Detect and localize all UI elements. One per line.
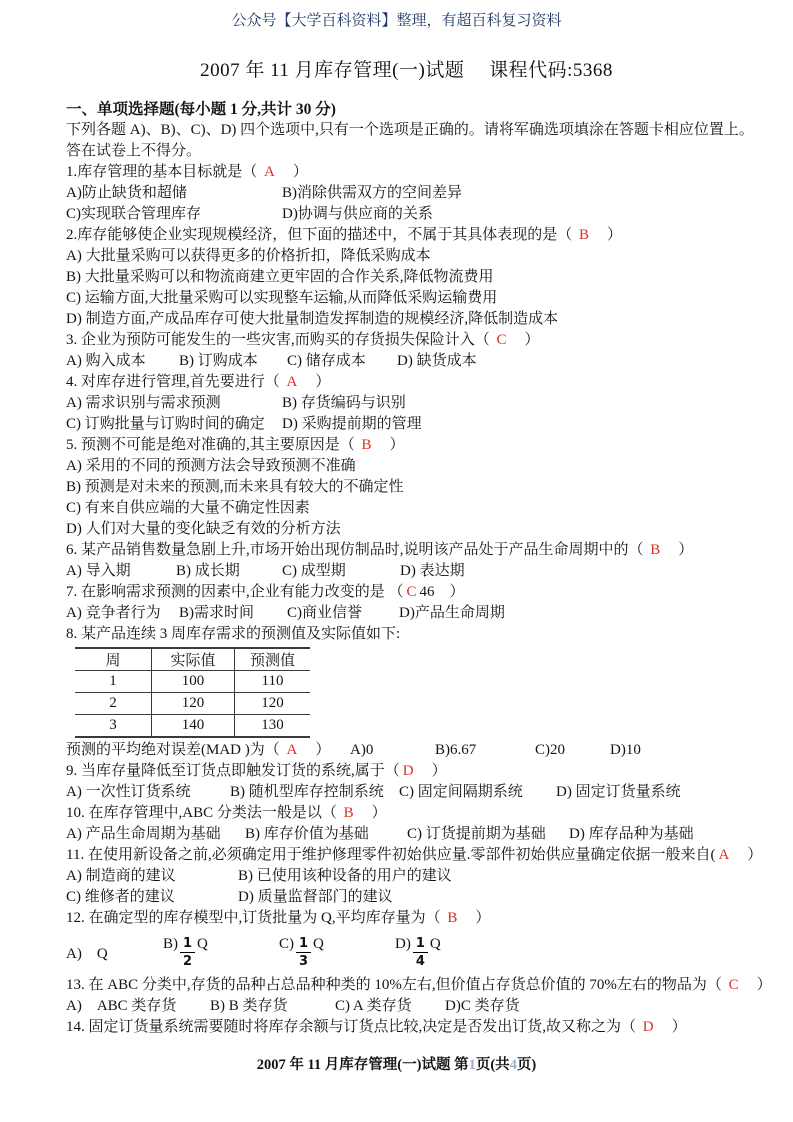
table-cell: 1 [75,671,152,693]
demand-table-wrap [75,647,747,738]
question-7-options [66,603,747,624]
option: A) 大批量采购可以获得更多的价格折扣，降低采购成本 [66,248,431,264]
option: D) 采购提前期的管理 [282,416,422,432]
question-14-stem: 14. 固定订货量系统需要随时将库存余额与订货点比较,决定是否发出订货,故又称之为（ D ） [66,1019,687,1035]
question-13-options [66,996,747,1017]
option: A)防止缺货和超储 [66,185,187,201]
option: A)0 [350,742,374,758]
table-cell: 120 [152,693,235,715]
answer-q7: C [406,584,417,600]
option: B) B 类存货 [210,998,288,1014]
option: B)6.67 [435,742,477,758]
intro-line-1: 下列各题 A)、B)、C)、D) 四个选项中,只有一个选项是正确的。请将军确选项填涂在答题卡相应位置上。 [66,122,754,138]
option: C) A 类存货 [335,998,412,1014]
option: B)需求时间 [179,605,255,621]
table-row [75,693,310,715]
question-10-options [66,824,747,845]
answer-q4: A [286,374,298,390]
option: C) 有来自供应端的大量不确定性因素 [66,500,310,516]
answer-q12: B [447,910,458,926]
option: A) 一次性订货系统 [66,784,191,800]
question-6-options [66,561,747,582]
option: C)实现联合管理库存 [66,206,202,222]
question-1-options-row2 [66,204,747,225]
question-9-options [66,782,747,803]
option: B) 存货编码与识别 [282,395,406,411]
question-3-options [66,351,747,372]
answer-q3: C [496,332,507,348]
option: D)产品生命周期 [399,605,505,621]
question-12-options [66,929,747,975]
option: B) 大批量采购可以和物流商建立更牢固的合作关系,降低物流费用 [66,269,494,285]
option: C) 储存成本 [287,353,366,369]
option: A) Q [66,945,108,962]
option-fraction: B) $\frac{1}{2}$ Q [163,935,208,969]
header-note: 公众号【大学百科资料】整理，有超百科复习资料 [231,13,562,29]
answer-q2: B [579,227,590,243]
demand-forecast-table [75,647,310,738]
option: D)协调与供应商的关系 [282,206,433,222]
question-6-stem: 6. 某产品销售数量急剧上升,市场开始出现仿制品时,说明该产品处于产品生命周期中的（ B ） [66,542,694,558]
page-title: 2007 年 11 月库存管理(一)试题 课程代码:5368 [200,60,613,81]
option: C) 维修者的建议 [66,889,175,905]
table-row [75,715,310,738]
option-fraction: D) $\frac{1}{4}$ Q [395,935,441,969]
option: C) 固定间隔期系统 [399,784,523,800]
option: A) 购入成本 [66,353,146,369]
fraction-one-third: $\frac{1}{3}$ [296,937,311,968]
option: C)商业信誉 [287,605,363,621]
option: C) 运输方面,大批量采购可以实现整车运输,从而降低采购运输费用 [66,290,498,306]
answer-q10: B [343,805,354,821]
option: A) 采用的不同的预测方法会导致预测不准确 [66,458,356,474]
question-11-stem: 11. 在使用新设备之前,必须确定用于维护修理零件初始供应量.零部件初始供应量确定依据一般来自( A ） [66,847,763,863]
option: B) 随机型库存控制系统 [230,784,384,800]
fraction-one-quarter: $\frac{1}{4}$ [413,937,428,968]
option-fraction: C) $\frac{1}{3}$ Q [279,935,324,969]
option: C) 成型期 [282,563,346,579]
option: B) 预测是对未来的预测,而未来具有较大的不确定性 [66,479,404,495]
page-footer: 2007 年 11 月库存管理(一)试题 第1页(共4页) [256,1057,537,1073]
option: A) 制造商的建议 [66,868,176,884]
answer-q5: B [361,437,372,453]
table-header-cell: 实际值 [152,648,235,671]
option: A) ABC 类存货 [66,998,177,1014]
option: D) 人们对大量的变化缺乏有效的分析方法 [66,521,341,537]
table-cell: 100 [152,671,235,693]
answer-q13: C [728,977,739,993]
mad-stem: 预测的平均绝对误差(MAD )为（ A ） [66,742,331,758]
answer-q6: B [650,542,661,558]
fraction-one-half: $\frac{1}{2}$ [180,937,195,968]
question-2-stem: 2.库存能够使企业实现规模经济，但下面的描述中，不属于其具体表现的是（ B ） [66,227,623,243]
question-8-mad-line [66,740,747,761]
table-cell: 2 [75,693,152,715]
option: A) 导入期 [66,563,131,579]
table-cell: 130 [235,715,311,738]
intro-line-2: 答在试卷上不得分。 [66,143,202,159]
option: B) 已使用该种设备的用户的建议 [238,868,452,884]
option: B) 库存价值为基础 [245,826,369,842]
table-cell: 120 [235,693,311,715]
question-13-stem: 13. 在 ABC 分类中,存货的品种占总品种种类的 10%左右,但价值占存货总价值的 70%左右的物品为（ C ） [66,977,772,993]
option: D) 质量监督部门的建议 [238,889,393,905]
question-1-stem: 1.库存管理的基本目标就是（ A ） [66,164,308,180]
option: D) 固定订货量系统 [556,784,681,800]
option: B) 订购成本 [179,353,258,369]
section-heading: 一、单项选择题(每小题 1 分,共计 30 分) [66,101,336,118]
question-5-stem: 5. 预测不可能是绝对准确的,其主要原因是（ B ） [66,437,405,453]
table-header-cell: 周 [75,648,152,671]
total-pages: 4 [509,1057,517,1073]
question-11-options-row1 [66,866,747,887]
option: B)消除供需双方的空间差异 [282,185,463,201]
question-10-stem: 10. 在库存管理中,ABC 分类法一般是以（ B ） [66,805,387,821]
option: D)10 [610,742,641,758]
option: C) 订货提前期为基础 [407,826,546,842]
option: A) 需求识别与需求预测 [66,395,221,411]
question-8-stem: 8. 某产品连续 3 周库存需求的预测值及实际值如下: [66,626,401,642]
page-number: 1 [468,1057,476,1073]
question-4-stem: 4. 对库存进行管理,首先要进行（ A ） [66,374,331,390]
option: D)C 类存货 [445,998,520,1014]
table-header-row [75,648,310,671]
table-header-cell: 预测值 [235,648,311,671]
question-4-options-row2 [66,414,747,435]
answer-q9: D [402,763,414,779]
question-3-stem: 3. 企业为预防可能发生的一些灾害,而购买的存货损失保险计入（ C ） [66,332,540,348]
option: D) 制造方面,产成品库存可使大批量制造发挥制造的规模经济,降低制造成本 [66,311,559,327]
table-cell: 140 [152,715,235,738]
answer-q11: A [718,847,730,863]
question-4-options-row1 [66,393,747,414]
option: A) 竞争者行为 [66,605,161,621]
table-cell: 110 [235,671,311,693]
question-12-stem: 12. 在确定型的库存模型中,订货批量为 Q,平均库存量为（ B ） [66,910,491,926]
answer-q1: A [264,164,275,180]
question-1-options-row1 [66,183,747,204]
question-9-stem: 9. 当库存量降低至订货点即触发订货的系统,属于（ D ） [66,763,447,779]
option: A) 产品生命周期为基础 [66,826,221,842]
answer-q14: D [642,1019,654,1035]
option: C)20 [535,742,565,758]
question-7-stem: 7. 在影响需求预测的因素中,企业有能力改变的是 （ C 46 ） [66,584,465,600]
table-cell: 3 [109,717,117,733]
answer-q8: A [286,742,298,758]
option: D) 库存品种为基础 [569,826,694,842]
option: D) 缺货成本 [397,353,477,369]
option: B) 成长期 [176,563,240,579]
question-11-options-row2 [66,887,747,908]
option: C) 订购批量与订购时间的确定 [66,416,265,432]
option: D) 表达期 [400,563,465,579]
table-row [75,671,310,693]
